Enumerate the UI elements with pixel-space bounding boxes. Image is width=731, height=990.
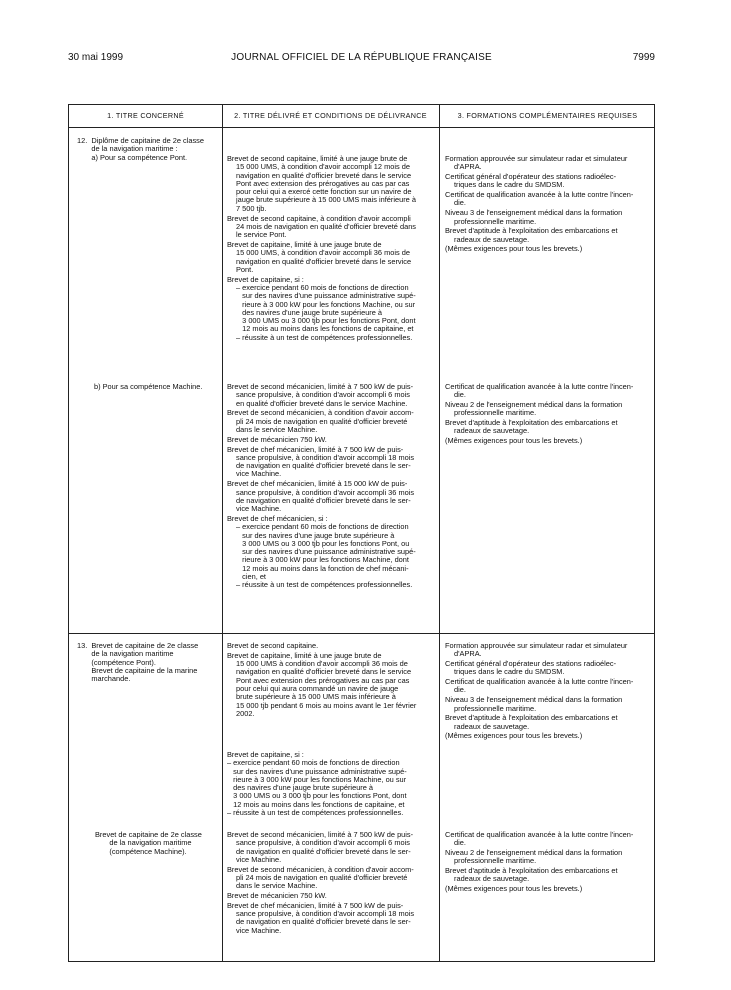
condition-paragraph: Certificat de qualification avancée à la lutte contre l'incen- die. [445,382,634,400]
condition-paragraph: Brevet de second capitaine. [227,641,319,650]
condition-paragraph: Niveau 2 de l'enseignement médical dans la formation professionnelle maritime. [445,848,623,866]
condition-paragraph: Certificat général d'opérateur des stations radioélec- triques dans le cadre du SMDSM. [445,659,617,677]
condition-paragraph: Brevet d'aptitude à l'exploitation des embarcations et radeaux de sauvetage. [445,226,618,244]
row-12-pont-conditions [227,155,437,344]
condition-paragraph: Formation approuvée sur simulateur radar et simulateur d'APRA. [445,154,628,172]
column-header-formations: 3. FORMATIONS COMPLÉMENTAIRES REQUISES [457,111,638,120]
row-12-pont-formations [445,155,653,255]
condition-paragraph: Certificat général d'opérateur des stations radioélec- triques dans le cadre du SMDSM. [445,172,617,190]
column-divider [439,105,440,961]
row-divider [69,633,654,634]
condition-paragraph: (Mêmes exigences pour tous les brevets.) [445,731,583,741]
condition-paragraph: Brevet de chef mécanicien, limité à 7 500 kW de puis- sance propulsive, à condition d'avoir accompli 18 mois de navigation en qualité d'officier breveté dans le ser- vice Machine. [227,900,415,935]
condition-paragraph: Brevet de second capitaine, à condition d'avoir accompli 24 mois de navigation en qualité d'officier breveté dans le service Pont. [227,213,416,240]
condition-paragraph: Brevet de mécanicien 750 kW. [227,434,327,444]
journal-title: JOURNAL OFFICIEL DE LA RÉPUBLIQUE FRANÇAISE [231,52,492,63]
condition-paragraph: Certificat de qualification avancée à la lutte contre l'incen- die. [445,677,634,695]
row-13-pont-conditions [227,642,437,720]
row-13-pont-conditions-capitaine: Brevet de capitaine, si : – exercice pendant 60 mois de fonctions de direction sur des navires d'une puissance administrative supé- rieure à 3 000 kW pour les fonctions Machine, ou sur des navires d'une jauge brute supérieure à 3 000 UMS ou 3 000 tjb pour les fonctions Pont, dont 12 mois au moins dans les fonctions de capitaine, et – réussite à un test de compétences professionnelles. [227,750,407,818]
requirements-table [68,104,655,962]
condition-paragraph: Brevet de mécanicien 750 kW. [227,891,327,901]
row-12-title: 12. Diplôme de capitaine de 2e classe de la navigation maritime : a) Pour sa compétence Pont. [77,136,204,162]
condition-paragraph: Brevet d'aptitude à l'exploitation des embarcations et radeaux de sauvetage. [445,866,618,884]
condition-paragraph: Niveau 2 de l'enseignement médical dans la formation professionnelle maritime. [445,400,623,418]
condition-paragraph: Niveau 3 de l'enseignement médical dans la formation professionnelle maritime. [445,695,623,713]
publication-date: 30 mai 1999 [68,52,124,63]
header-row-divider [69,127,654,128]
condition-paragraph: Brevet de chef mécanicien, limité à 7 500 kW de puis- sance propulsive, à condition d'avoir accompli 18 mois de navigation en qualité d'officier breveté dans le ser- vice Machine. [227,444,415,479]
row-12-machine-title: b) Pour sa compétence Machine. [94,382,203,391]
page-header [68,52,655,68]
row-13-pont-formations [445,642,653,742]
condition-paragraph: (Mêmes exigences pour tous les brevets.) [445,884,583,894]
row-13-title: 13. Brevet de capitaine de 2e classe de la navigation maritime (compétence Pont). Brevet de capitaine de la marine marchande. [77,641,199,684]
row-13-machine-conditions [227,831,437,937]
column-header-titre-concerne: 1. TITRE CONCERNÉ [107,111,184,120]
condition-paragraph: (Mêmes exigences pour tous les brevets.) [445,436,583,446]
condition-paragraph: Brevet d'aptitude à l'exploitation des embarcations et radeaux de sauvetage. [445,418,618,436]
row-12-machine-conditions [227,383,437,591]
row-12-machine-formations [445,383,653,447]
row-13-machine-title: Brevet de capitaine de 2e classe de la navigation maritime (compétence Machine). [95,830,202,856]
condition-paragraph: Brevet d'aptitude à l'exploitation des embarcations et radeaux de sauvetage. [445,713,618,731]
condition-paragraph: Brevet de chef mécanicien, limité à 15 000 kW de puis- sance propulsive, à condition d'avoir accompli 36 mois de navigation en qualité d'officier breveté dans le ser- vice Machine. [227,479,415,514]
condition-paragraph: Brevet de capitaine, limité à une jauge brute de 15 000 UMS, à condition d'avoir accompli 36 mois de navigation en qualité d'officier breveté dans le service Pont. [227,239,412,274]
condition-paragraph: Brevet de second mécanicien, limité à 7 500 kW de puis- sance propulsive, à condition d'avoir accompli 6 mois en qualité d'officier breveté dans le service Machine. [227,382,414,408]
condition-paragraph: Niveau 3 de l'enseignement médical dans la formation professionnelle maritime. [445,208,623,226]
condition-paragraph: Brevet de second mécanicien, à condition d'avoir accom- pli 24 mois de navigation en qualité d'officier breveté dans le service Machine. [227,864,414,891]
condition-paragraph: Brevet de second mécanicien, à condition d'avoir accom- pli 24 mois de navigation en qualité d'officier breveté dans le service Machine. [227,408,414,434]
condition-paragraph: Brevet de second mécanicien, limité à 7 500 kW de puis- sance propulsive, à condition d'avoir accompli 6 mois de navigation en qualité d'officier breveté dans le ser- vice Machine. [227,830,414,864]
condition-paragraph: Brevet de capitaine, limité à une jauge brute de 15 000 UMS à condition d'avoir accompli 36 mois de navigation en qualité d'officier breveté dans le service Pont avec extension des prérogatives au cas par cas pour celui qui aura commandé un navire de jauge brute supérieure à 15 000 UMS mais inférieure à 15 000 tjb pendant 6 mois au moins avant le 1er février 2002. [227,650,417,718]
column-header-titre-delivre: 2. TITRE DÉLIVRÉ ET CONDITIONS DE DÉLIVRANCE [234,111,427,120]
condition-paragraph: Brevet de capitaine, si : – exercice pendant 60 mois de fonctions de direction sur des navires d'une puissance administrative supé- rieure à 3 000 kW pour les fonctions Machine, ou sur des navires d'une jauge brute supérieure à 3 000 UMS ou 3 000 tjb pour les fonctions Pont, dont 12 mois au moins dans les fonctions de capitaine, et – réussite à un test de compétences professionnelles. [227,274,416,342]
row-13-machine-formations [445,831,653,895]
condition-paragraph: Certificat de qualification avancée à la lutte contre l'incen- die. [445,190,634,208]
column-divider [222,105,223,961]
condition-paragraph: Brevet de chef mécanicien, si : – exercice pendant 60 mois de fonctions de direction sur des navires d'une jauge brute supérieure à 3 000 UMS ou 3 000 tjb pour les fonctions Pont, ou sur des navires d'une puissance administrative supé- rieure à 3 000 kW pour les fonctions Machine, dont 12 mois au moins dans la fonction de chef mécani- cien, et – réussite à un test de compétences professionnelles. [227,513,416,590]
condition-paragraph: Certificat de qualification avancée à la lutte contre l'incen- die. [445,830,634,848]
page-number: 7999 [632,52,655,63]
condition-paragraph: (Mêmes exigences pour tous les brevets.) [445,244,583,254]
condition-paragraph: Formation approuvée sur simulateur radar et simulateur d'APRA. [445,641,628,659]
condition-paragraph: Brevet de second capitaine, limité à une jauge brute de 15 000 UMS, à condition d'avoir accompli 12 mois de navigation en qualité d'officier breveté dans le service Pont avec extension des prérogatives au cas par cas pour celui qui a exercé cette fonction sur un navire de jauge brute supérieure à 15 000 UMS mais inférieure à 7 500 tjb. [227,154,416,213]
